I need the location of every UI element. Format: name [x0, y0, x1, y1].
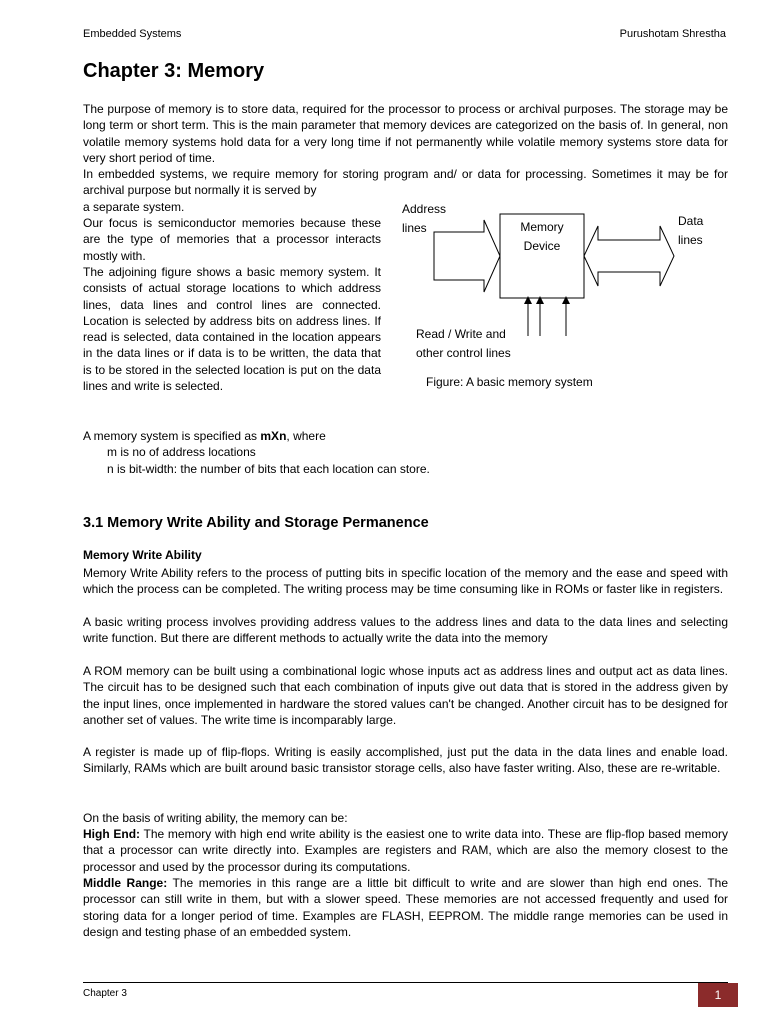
- subsection-heading: Memory Write Ability: [83, 548, 202, 562]
- register-paragraph: A register is made up of flip-flops. Writing is easily accomplished, just put the data in the data lines and enable load. Similarly, RAMs which are built around basic transistor storage cells, also have faster writing. Also, these are re-writable.: [83, 745, 728, 776]
- intro-paragraph-5: The adjoining figure shows a basic memory system. It consists of actual storage locations to which address lines, data lines and control lines are connected. Location is selected by address bits on address lines. If read is selected, data contained in the location appears in the data lines or if data is to be written, the data that is to be stored in the selected location is put on the data lines and write is selected.: [83, 265, 381, 394]
- write-ability-paragraph-1: Memory Write Ability refers to the process of putting bits in specific location of the memory and the ease and speed with which the process can be completed. The writing process may be time consuming like in ROMs or faster like in registers.: [83, 566, 728, 597]
- control-lines-arrows: [524, 296, 570, 336]
- high-end-paragraph: High End: The memory with high end write ability is the easiest one to write data into. These are flip-flop based memory that a processor can write directly into. Examples are registers and RAM, which are also the memory closest to the processor and used by the processor during its computations.: [83, 827, 728, 874]
- data-lines-label: Data lines: [678, 214, 704, 247]
- memory-system-figure: [398, 198, 728, 398]
- footer-divider: [83, 982, 728, 983]
- footer-chapter: Chapter 3: [83, 988, 127, 999]
- intro-paragraph-4: Our focus is semiconductor memories because these are the type of memories that a processor interacts mostly with.: [83, 216, 381, 263]
- intro-paragraph-2: In embedded systems, we require memory for storing program and/ or data for processing. Sometimes it may be for archival purpose but normally it is served by: [83, 167, 728, 198]
- spec-line: A memory system is specified as mXn, where: [83, 429, 326, 443]
- write-ability-paragraph-2: A basic writing process involves providing address values to the address lines and data to the data lines and selecting write function. But there are different methods to actually write the data into the memory: [83, 615, 728, 646]
- spec-term: mXn: [260, 429, 287, 443]
- intro-paragraph-1: The purpose of memory is to store data, required for the processor to process or archival purposes. The storage may be long term or short term. This is the main parameter that memory devices are categorized on the basis of. In general, non volatile memory systems hold data for a very long time if not permanently while volatile memory systems store data for very short period of time.: [83, 102, 728, 165]
- middle-range-term: Middle Range:: [83, 876, 168, 890]
- memory-device-label: Memory Device: [520, 220, 564, 253]
- middle-range-paragraph: Middle Range: The memories in this range are a little bit difficult to write and are slower than high end ones. The processor can still write in them, but with a slower speed. These memories are not accessed frequently and used for storing data for a longer period of time. Examples are FLASH, EEPROM. The middle range memories can be used in design and testing phase of an embedded system.: [83, 876, 728, 939]
- page-number: 1: [698, 983, 738, 1007]
- spec-m-line: m is no of address locations: [107, 445, 256, 460]
- chapter-title: Chapter 3: Memory: [83, 60, 265, 82]
- control-lines-label: Read / Write and other control lines: [416, 327, 511, 360]
- header-author: Purushotam Shrestha: [619, 28, 726, 40]
- spec-n-line: n is bit-width: the number of bits that each location can store.: [107, 461, 430, 476]
- section-heading: 3.1 Memory Write Ability and Storage Permanence: [83, 515, 429, 531]
- header-doc-title: Embedded Systems: [83, 28, 182, 40]
- high-end-term: High End:: [83, 827, 141, 841]
- intro-paragraph-3: a separate system.: [83, 200, 185, 214]
- spec-block: [83, 428, 728, 477]
- address-lines-label: Address lines: [402, 202, 447, 235]
- figure-caption: Figure: A basic memory system: [426, 375, 593, 389]
- rom-paragraph: A ROM memory can be built using a combinational logic whose inputs act as address lines and output act as data lines. The circuit has to be designed such that each combination of inputs give out data that is stored in the address given by the input lines, once implemented in hardware the stored values can't be changed. Another circuit has to be designed for another set of values. The write time is incomparably large.: [83, 664, 728, 727]
- writing-ability-intro: On the basis of writing ability, the memory can be:: [83, 811, 348, 825]
- data-lines-arrow: [584, 226, 674, 286]
